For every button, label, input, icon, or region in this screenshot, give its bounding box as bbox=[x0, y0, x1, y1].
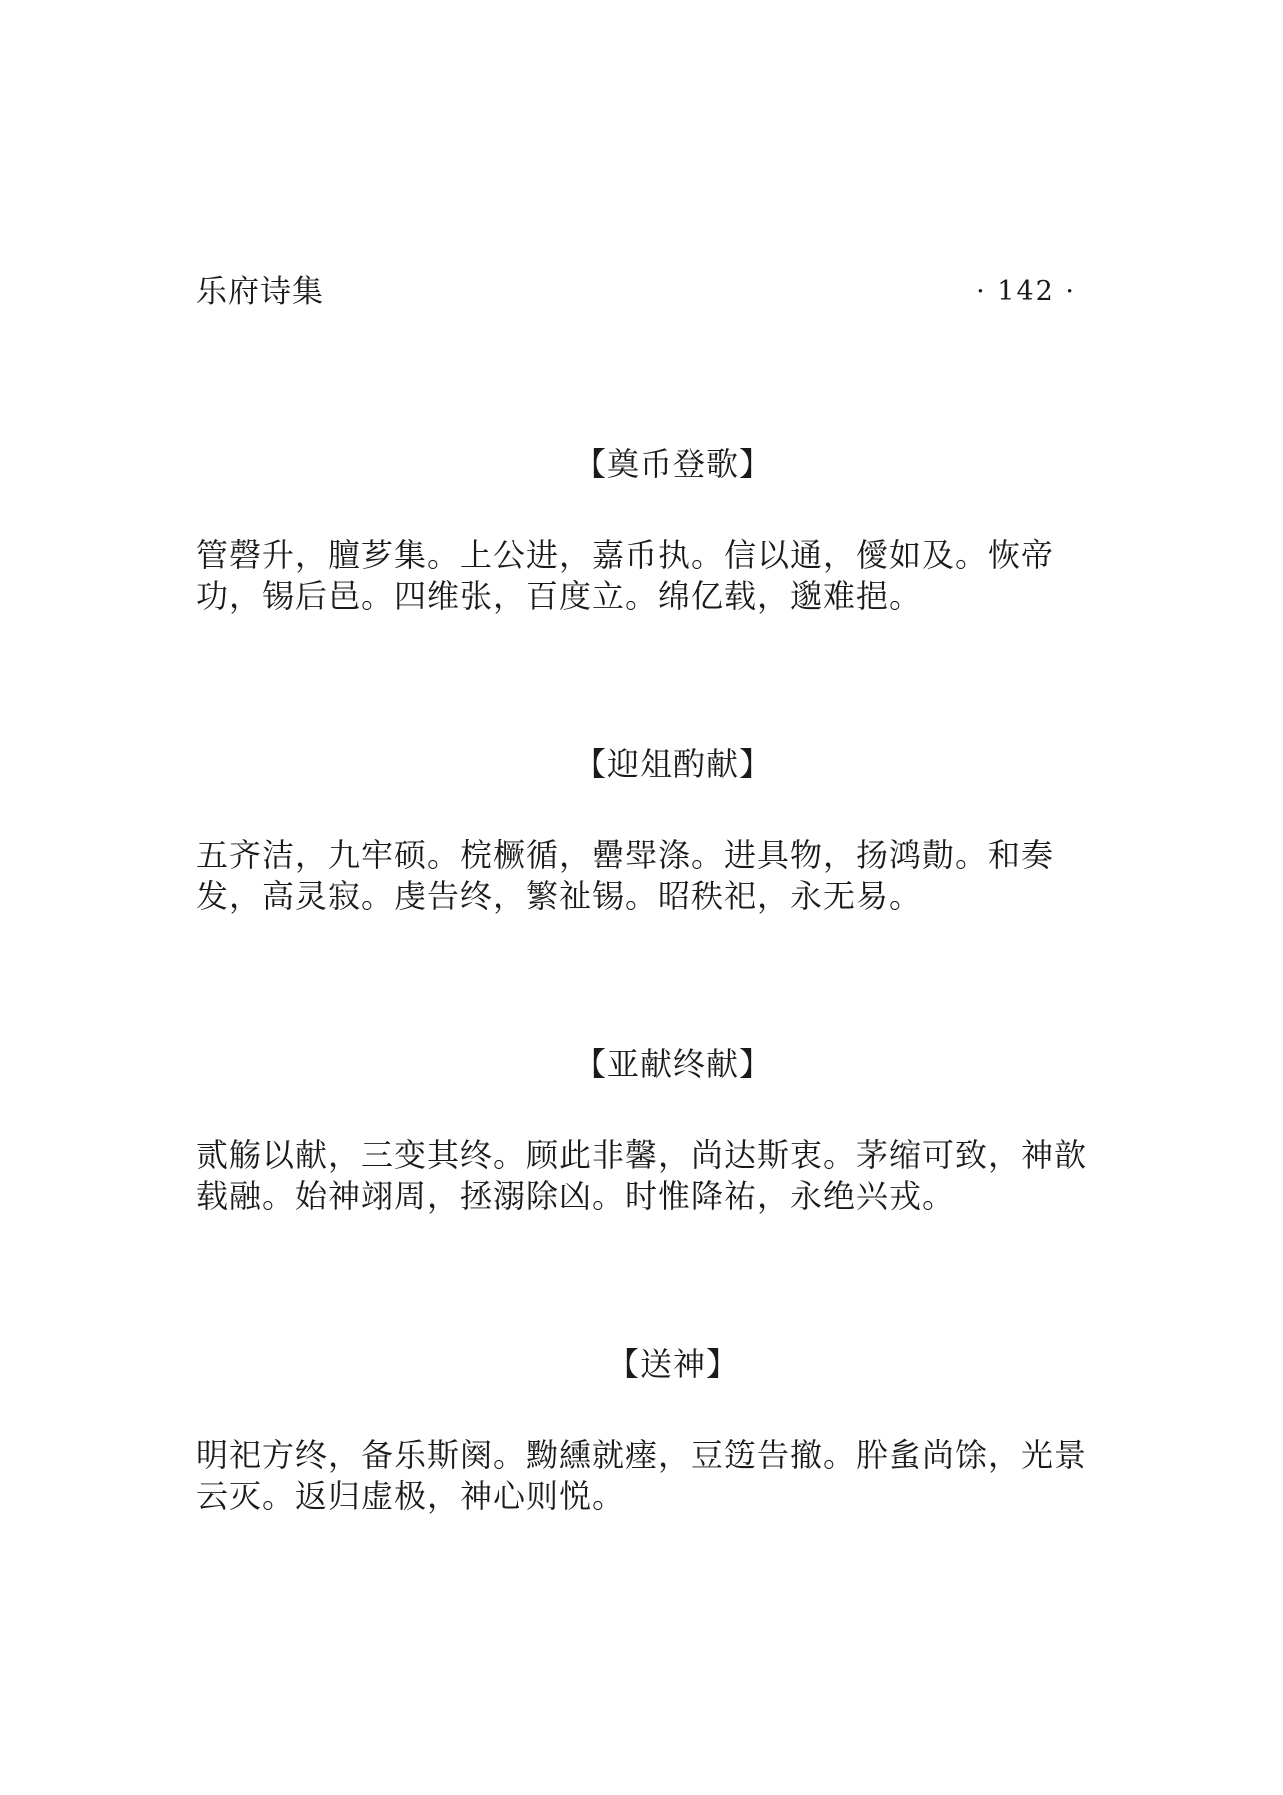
section-title: 【迎俎酌献】 bbox=[573, 745, 772, 783]
poem-section bbox=[196, 1042, 1116, 1217]
section-title: 【奠币登歌】 bbox=[573, 445, 772, 483]
poem-section bbox=[196, 742, 1116, 917]
section-body: 明祀方终，备乐斯阕。黝纁就瘗，豆笾告撤。肸蚃尚馀，光景云灭。返归虚极，神心则悦。 bbox=[196, 1436, 1088, 1515]
section-body: 贰觞以献，三变其终。顾此非馨，尚达斯衷。茅缩可致，神歆载融。始神翊周，拯溺除凶。时惟降祐，永绝兴戎。 bbox=[196, 1136, 1088, 1215]
section-body: 管磬升，膻芗集。上公进，嘉币执。信以通，僾如及。恢帝功，锡后邑。四维张，百度立。绵亿载，邈难挹。 bbox=[196, 536, 1055, 615]
section-title: 【亚献终献】 bbox=[573, 1045, 772, 1083]
poem-section bbox=[196, 442, 1116, 617]
section-title: 【送神】 bbox=[606, 1345, 739, 1383]
section-body: 五齐洁，九牢硕。梡橛循，罍斝涤。进具物，扬鸿勣。和奏发，高灵寂。虔告终，繁祉锡。昭秩祀，永无易。 bbox=[196, 836, 1055, 915]
poem-section bbox=[196, 1342, 1116, 1517]
page-number: · 142 · bbox=[976, 276, 1076, 307]
book-title: 乐府诗集 bbox=[196, 274, 324, 310]
page-header bbox=[196, 272, 1086, 312]
